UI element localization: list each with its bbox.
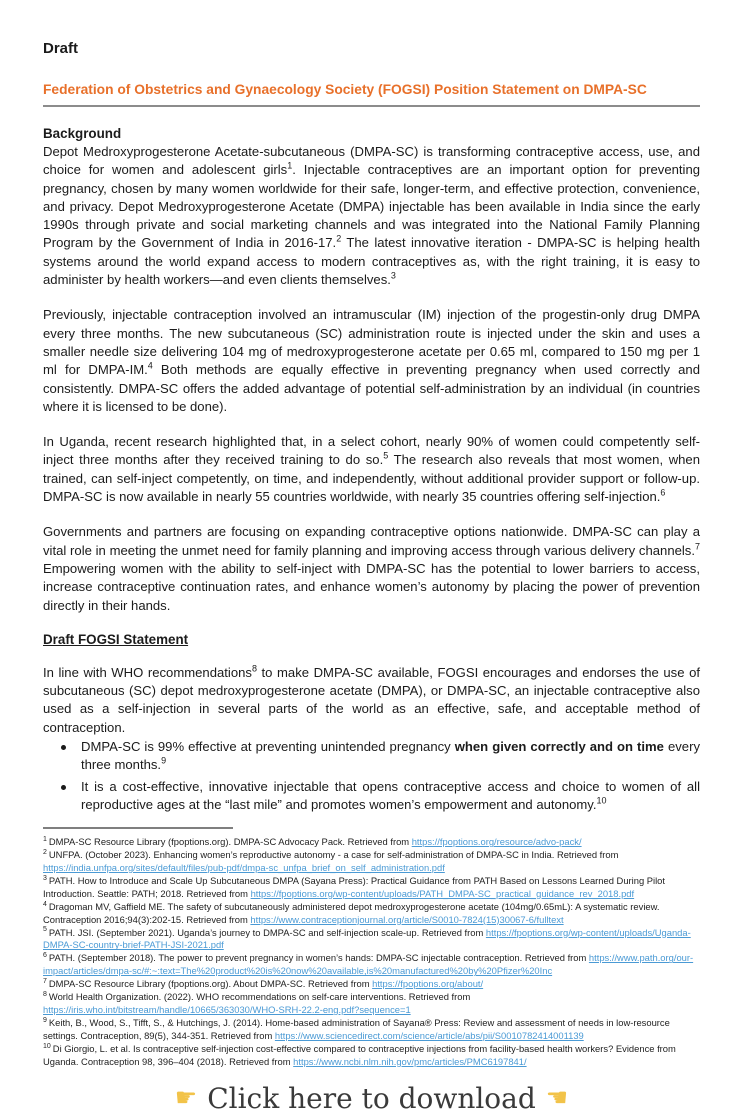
footnote-number: 5 (43, 926, 47, 934)
footnote-link[interactable]: https://www.contraceptionjournal.org/article/S0010-7824(15)30067-6/fulltext (250, 913, 564, 925)
paragraph-background-4: Governments and partners are focusing on expanding contraceptive options nationwide. DMPA-SC can play a vital role in meeting the unmet need for family planning and improving access through various delivery channels.$^7$ Empowering women with the ability to self-inject with DMPA-SC has the potential to lower barriers to access, increase contraceptive continuation rates, and enhance women’s autonomy by placing the power of prevention directly in their hands. (43, 524, 700, 613)
paragraph-background-3: In Uganda, recent research highlighted that, in a select cohort, nearly 90% of women could competently self-inject three months after they received training to do so.$^5$ The research also reveals that most women, when trained, can self-inject competently, on time, and independently, without additional provider support or follow-up. DMPA-SC is now available in nearly 55 countries worldwide, with nearly 35 countries offering self-injection.$^6$ (43, 434, 701, 505)
footnote-link[interactable]: https://india.unfpa.org/sites/default/files/pub-pdf/dmpa-sc_unfpa_brief_on_self_administration.pdf (43, 862, 445, 874)
footnote-item: $^7$ DMPA-SC Resource Library (fpoptions.org). About DMPA-SC. Retrieved from https://fpoptions.org/about/ (43, 978, 484, 990)
document-title: Federation of Obstetrics and Gynaecology Society (FOGSI) Position Statement on DMPA-SC (43, 82, 700, 107)
bullet-text: It is a cost-effective, innovative injectable that opens contraceptive access and choice to women of all reproductive ages at the “last mile” and promotes women’s empowerment and autonomy.$^{10}$ (81, 778, 700, 812)
footnote-item: $^2$ UNFPA. (October 2023). Enhancing women’s reproductive autonomy - a case for self-administration of DMPA-SC in India. Retrieved from https://india.unfpa.org/sites/default/files/pub-pdf/dmpa-sc_unfpa_brief_on_self_administration.pdf (43, 848, 619, 874)
bullet-icon (61, 785, 66, 790)
right-pointing-hand-icon: ☛ (174, 1082, 198, 1112)
footnote-number: 1 (43, 836, 47, 844)
footnote-link[interactable]: https://www.sciencedirect.com/science/article/abs/pii/S0010782414001139 (274, 1029, 584, 1041)
footnote-number: 4 (43, 900, 47, 908)
footnote-number: 6 (43, 952, 47, 960)
draft-label: Draft (43, 40, 79, 57)
download-label: Click here to download (207, 1081, 536, 1115)
footnote-number: 9 (43, 1016, 47, 1024)
footnote-item: $^3$ PATH. How to Introduce and Scale Up Subcutaneous DMPA (Sayana Press): Practical Guidance from PATH Based on Lessons Learned During Pilot Introduction. Seattle: PATH; 2018. Retrieved from https://fpoptions.org/wp-content/uploads/PATH_DMPA-SC_practical_guidance_rev_2018.pdf (43, 874, 666, 899)
paragraph-statement-intro: In line with WHO recommendations$^8$ to make DMPA-SC available, FOGSI encourages and endorses the use of subcutaneous (SC) depot medroxyprogesterone acetate (DMPA), or DMPA-SC, an injectable contraceptive also used as a self-injection in several parts of the world as an effective, safe, and acceptable method of contraception. (43, 663, 700, 735)
footnote-link[interactable]: https://fpoptions.org/wp-content/uploads/Uganda-DMPA-SC-country-brief-PATH-JSI-2021.pdf (43, 926, 691, 951)
bullet-item (59, 778, 700, 815)
footnote-item: $^8$ World Health Organization. (2022). WHO recommendations on self-care interventions. Retrieved from https://iris.who.int/bitstream/handle/10665/363030/WHO-SRH-22.2-eng.pdf?sequence=1 (43, 990, 471, 1015)
bullet-text: DMPA-SC is 99% effective at preventing unintended pregnancy when given correctly and on time every three months.$^9$ (81, 739, 700, 773)
footnote-link[interactable]: https://fpoptions.org/resource/advo-pack/ (411, 836, 582, 848)
footnote-separator (43, 827, 233, 829)
paragraph-background-2: Previously, injectable contraception involved an intramuscular (IM) injection of the progestin-only drug DMPA every three months. The new subcutaneous (SC) administration route is injected under the skin and uses a smaller needle size delivering 104 mg of medroxyprogesterone acetate per 0.65 ml, compared to 150 mg per 1 ml for DMPA-IM.$^4$ Both methods are equally effective in preventing pregnancy when used correctly and consistently. DMPA-SC offers the added advantage of potential self-administration by an individual (in countries where it is licensed to be done). (43, 307, 700, 414)
download-link[interactable] (43, 1082, 700, 1115)
footnote-number: 2 (43, 848, 47, 856)
footnote-link[interactable]: https://fpoptions.org/about/ (372, 978, 484, 990)
footnote-item: $^5$ PATH. JSI. (September 2021). Uganda’s journey to DMPA-SC and self-injection scale-up. Retrieved from https://fpoptions.org/wp-content/uploads/Uganda-DMPA-SC-country-brief-PATH-JSI-2021.pdf (43, 926, 691, 951)
footnote-item: $^{10}$ Di Giorgio, L. et al. Is contraceptive self-injection cost-effective compared to contraceptive injections from facility-based health workers? Evidence from Uganda. Contraception 98, 396–404 (2018). Retrieved from https://www.ncbi.nlm.nih.gov/pmc/articles/PMC6197841/ (43, 1042, 676, 1067)
statement-bullet-list (43, 738, 700, 814)
footnote-link[interactable]: https://www.path.org/our-impact/articles/dmpa-sc/#:~:text=The%20product%20is%20now%20available,is%20manufactured%20by%20Pfizer%20Inc (43, 952, 694, 977)
statement-heading: Draft FOGSI Statement (43, 631, 189, 647)
footnote-link[interactable]: https://fpoptions.org/wp-content/uploads/PATH_DMPA-SC_practical_guidance_rev_2018.pdf (250, 887, 635, 899)
paragraph-background-1: Depot Medroxyprogesterone Acetate-subcutaneous (DMPA-SC) is transforming contraceptive access, use, and choice for women and adolescent girls$^1$. Injectable contraceptives are an important option for preventing pregnancy, chosen by many women worldwide for their safe, longer-term, and effective protection, convenience, and privacy. Depot Medroxyprogesterone Acetate (DMPA) injectable has been available in India since the early 1990s through private and social marketing channels and was integrated into the National Family Planning Program by the Government of India in 2016-17.$^2$ The latest innovative iteration - DMPA-SC is helping health systems around the world expand access to modern contraceptives as, with the right training, it is easy to administer by health workers—and even clients themselves.$^3$ (43, 144, 701, 288)
footnote-item: $^4$ Dragoman MV, Gaffield ME. The safety of subcutaneously administered depot medroxyprogesterone acetate (104mg/0.65mL): A systematic review. Contraception 2016;94(3):202-15. Retrieved from https://www.contraceptionjournal.org/article/S0010-7824(15)30067-6/fulltext (43, 900, 660, 925)
footnote-link[interactable]: https://iris.who.int/bitstream/handle/10665/363030/WHO-SRH-22.2-eng.pdf?sequence=1 (43, 1003, 411, 1015)
footnote-item: $^1$ DMPA-SC Resource Library (fpoptions.org). DMPA-SC Advocacy Pack. Retrieved from https://fpoptions.org/resource/advo-pack/ (43, 836, 582, 848)
left-pointing-hand-icon: ☚ (545, 1082, 569, 1112)
footnote-number: 10 (43, 1042, 51, 1050)
footnote-item: $^9$ Keith, B., Wood, S., Tifft, S., & Hutchings, J. (2014). Home-based administration of Sayana® Press: Review and assessment of needs in low-resource settings. Contraception, 89(5), 344-351. Retrieved from https://www.sciencedirect.com/science/article/abs/pii/S0010782414001139 (43, 1016, 670, 1041)
footnotes (43, 836, 700, 1068)
footnote-item: $^6$ PATH. (September 2018). The power to prevent pregnancy in women’s hands: DMPA-SC injectable contraception. Retrieved from https://www.path.org/our-impact/articles/dmpa-sc/#:~:text=The%20product%20is%20now%20available,is%20manufactured%20by%20Pfizer%20Inc (43, 952, 694, 977)
footnote-number: 3 (43, 874, 47, 882)
bullet-icon (61, 745, 66, 750)
footnote-number: 7 (43, 978, 47, 986)
bullet-item (59, 738, 700, 775)
footnote-link[interactable]: https://www.ncbi.nlm.nih.gov/pmc/articles/PMC6197841/ (293, 1055, 527, 1067)
background-heading: Background (43, 126, 122, 141)
footnote-number: 8 (43, 990, 47, 998)
